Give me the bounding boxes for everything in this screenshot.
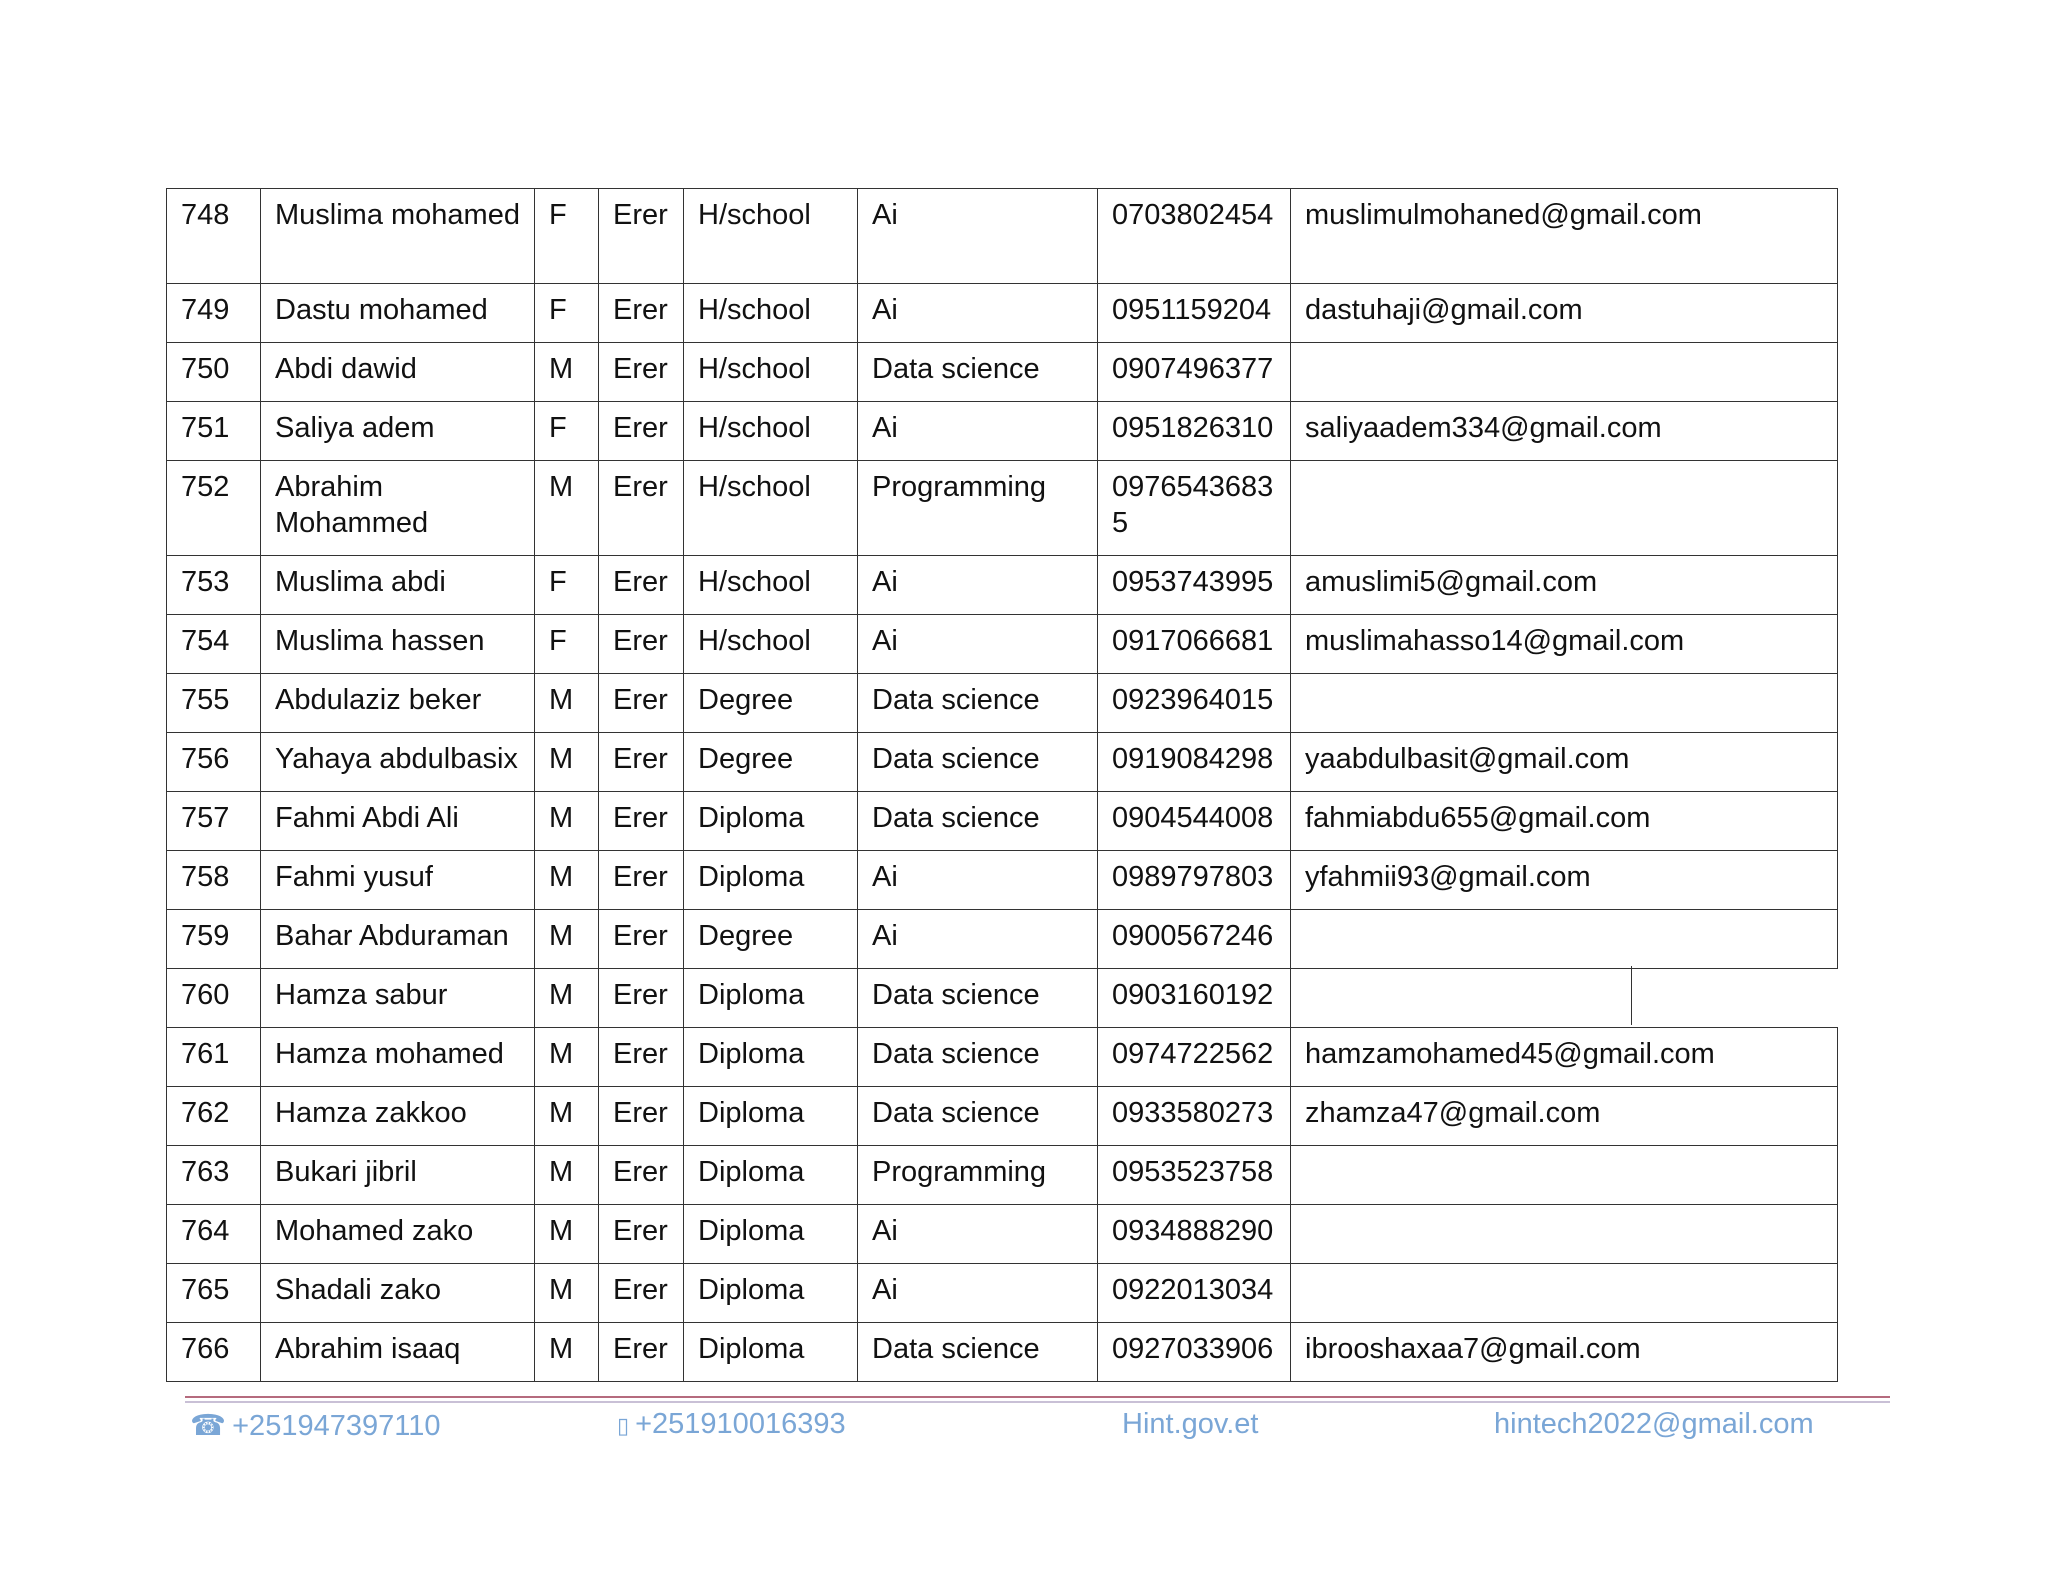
cell-education: Diploma	[684, 1205, 858, 1264]
cell-sex: M	[535, 343, 599, 402]
cell-field: Data science	[858, 969, 1098, 1028]
cell-field: Ai	[858, 910, 1098, 969]
cell-number: 752	[167, 461, 261, 556]
cell-sex: M	[535, 461, 599, 556]
table-row	[167, 733, 1838, 792]
cell-field: Ai	[858, 189, 1098, 284]
table-row	[167, 402, 1838, 461]
table-row	[167, 189, 1838, 284]
cell-email: muslimulmohaned@gmail.com	[1291, 189, 1838, 284]
cell-region: Erer	[599, 1323, 684, 1382]
cell-name: Saliya adem	[261, 402, 535, 461]
cell-phone: 0904544008	[1098, 792, 1291, 851]
cell-number: 756	[167, 733, 261, 792]
cell-email	[1291, 1146, 1838, 1205]
cell-region: Erer	[599, 556, 684, 615]
cell-number: 758	[167, 851, 261, 910]
cell-email: hamzamohamed45@gmail.com	[1291, 1028, 1838, 1087]
cell-field: Data science	[858, 1028, 1098, 1087]
cell-education: H/school	[684, 343, 858, 402]
missing-glyph-icon: ▯	[617, 1413, 630, 1438]
cell-field: Programming	[858, 461, 1098, 556]
table-border-fragment	[1631, 966, 1632, 1025]
cell-region: Erer	[599, 969, 684, 1028]
cell-sex: M	[535, 1146, 599, 1205]
cell-phone: 0900567246	[1098, 910, 1291, 969]
cell-email: ibrooshaxaa7@gmail.com	[1291, 1323, 1838, 1382]
cell-number: 764	[167, 1205, 261, 1264]
cell-sex: M	[535, 792, 599, 851]
table-row	[167, 556, 1838, 615]
cell-region: Erer	[599, 1205, 684, 1264]
cell-phone: 0703802454	[1098, 189, 1291, 284]
cell-email	[1291, 1205, 1838, 1264]
table-row	[167, 1264, 1838, 1323]
cell-name: Bukari jibril	[261, 1146, 535, 1205]
cell-field: Data science	[858, 1323, 1098, 1382]
cell-name: Muslima abdi	[261, 556, 535, 615]
cell-education: Diploma	[684, 1323, 858, 1382]
footer-phone-2: ▯ +251910016393	[617, 1408, 846, 1440]
cell-email	[1291, 674, 1838, 733]
cell-education: H/school	[684, 556, 858, 615]
cell-education: Degree	[684, 674, 858, 733]
footer-divider	[185, 1396, 1890, 1403]
cell-sex: M	[535, 1264, 599, 1323]
cell-field: Ai	[858, 1264, 1098, 1323]
table-row	[167, 910, 1838, 969]
cell-name: Muslima hassen	[261, 615, 535, 674]
cell-field: Ai	[858, 615, 1098, 674]
cell-education: H/school	[684, 284, 858, 343]
table-row	[167, 461, 1838, 556]
cell-number: 762	[167, 1087, 261, 1146]
cell-region: Erer	[599, 792, 684, 851]
cell-education: H/school	[684, 402, 858, 461]
cell-education: Degree	[684, 910, 858, 969]
table-row	[167, 851, 1838, 910]
cell-region: Erer	[599, 343, 684, 402]
cell-email: yfahmii93@gmail.com	[1291, 851, 1838, 910]
cell-field: Ai	[858, 556, 1098, 615]
cell-field: Ai	[858, 284, 1098, 343]
table-row	[167, 284, 1838, 343]
cell-name: Fahmi yusuf	[261, 851, 535, 910]
cell-phone: 09765436835	[1098, 461, 1291, 556]
cell-number: 755	[167, 674, 261, 733]
footer-phone-1: ☎ +251947397110	[190, 1410, 441, 1442]
cell-phone: 0927033906	[1098, 1323, 1291, 1382]
cell-education: Degree	[684, 733, 858, 792]
cell-education: Diploma	[684, 1146, 858, 1205]
cell-field: Data science	[858, 733, 1098, 792]
cell-sex: F	[535, 402, 599, 461]
cell-phone: 0933580273	[1098, 1087, 1291, 1146]
table-row	[167, 792, 1838, 851]
cell-number: 753	[167, 556, 261, 615]
cell-region: Erer	[599, 284, 684, 343]
cell-email: muslimahasso14@gmail.com	[1291, 615, 1838, 674]
cell-number: 749	[167, 284, 261, 343]
cell-email: saliyaadem334@gmail.com	[1291, 402, 1838, 461]
cell-phone: 0974722562	[1098, 1028, 1291, 1087]
cell-name: Hamza sabur	[261, 969, 535, 1028]
cell-email: dastuhaji@gmail.com	[1291, 284, 1838, 343]
cell-email: fahmiabdu655@gmail.com	[1291, 792, 1838, 851]
cell-education: H/school	[684, 189, 858, 284]
cell-sex: M	[535, 1205, 599, 1264]
cell-region: Erer	[599, 1028, 684, 1087]
cell-region: Erer	[599, 402, 684, 461]
cell-phone: 0934888290	[1098, 1205, 1291, 1264]
cell-education: H/school	[684, 461, 858, 556]
cell-sex: M	[535, 1087, 599, 1146]
cell-email	[1291, 969, 1838, 1028]
cell-name: Bahar Abduraman	[261, 910, 535, 969]
table-row	[167, 343, 1838, 402]
cell-sex: F	[535, 615, 599, 674]
cell-education: Diploma	[684, 1264, 858, 1323]
cell-sex: F	[535, 284, 599, 343]
cell-education: Diploma	[684, 1028, 858, 1087]
cell-email: amuslimi5@gmail.com	[1291, 556, 1838, 615]
footer-email[interactable]: hintech2022@gmail.com	[1494, 1408, 1814, 1440]
cell-name: Abdi dawid	[261, 343, 535, 402]
cell-phone: 0917066681	[1098, 615, 1291, 674]
cell-number: 761	[167, 1028, 261, 1087]
cell-name: Abrahim Mohammed	[261, 461, 535, 556]
cell-name: Fahmi Abdi Ali	[261, 792, 535, 851]
roster-body	[167, 189, 1838, 1382]
cell-number: 751	[167, 402, 261, 461]
cell-sex: M	[535, 1028, 599, 1087]
cell-number: 766	[167, 1323, 261, 1382]
cell-field: Data science	[858, 792, 1098, 851]
cell-number: 763	[167, 1146, 261, 1205]
cell-phone: 0953743995	[1098, 556, 1291, 615]
cell-name: Dastu mohamed	[261, 284, 535, 343]
cell-region: Erer	[599, 910, 684, 969]
cell-phone: 0923964015	[1098, 674, 1291, 733]
table-row	[167, 969, 1838, 1028]
cell-field: Ai	[858, 851, 1098, 910]
table-row	[167, 1146, 1838, 1205]
cell-phone: 0951159204	[1098, 284, 1291, 343]
cell-name: Yahaya abdulbasix	[261, 733, 535, 792]
cell-phone: 0907496377	[1098, 343, 1291, 402]
cell-phone: 0951826310	[1098, 402, 1291, 461]
table-row	[167, 615, 1838, 674]
cell-field: Data science	[858, 343, 1098, 402]
cell-phone: 0903160192	[1098, 969, 1291, 1028]
cell-region: Erer	[599, 733, 684, 792]
cell-number: 754	[167, 615, 261, 674]
cell-phone: 0953523758	[1098, 1146, 1291, 1205]
cell-sex: M	[535, 910, 599, 969]
cell-field: Data science	[858, 674, 1098, 733]
table-row	[167, 1323, 1838, 1382]
table-row	[167, 1028, 1838, 1087]
cell-number: 757	[167, 792, 261, 851]
cell-number: 750	[167, 343, 261, 402]
cell-phone: 0919084298	[1098, 733, 1291, 792]
cell-education: H/school	[684, 615, 858, 674]
cell-region: Erer	[599, 189, 684, 284]
cell-sex: M	[535, 851, 599, 910]
cell-name: Mohamed zako	[261, 1205, 535, 1264]
cell-region: Erer	[599, 1146, 684, 1205]
cell-region: Erer	[599, 461, 684, 556]
table-row	[167, 1205, 1838, 1264]
cell-email	[1291, 461, 1838, 556]
table-row	[167, 674, 1838, 733]
cell-name: Muslima mohamed	[261, 189, 535, 284]
cell-email: yaabdulbasit@gmail.com	[1291, 733, 1838, 792]
cell-sex: M	[535, 674, 599, 733]
cell-name: Abrahim isaaq	[261, 1323, 535, 1382]
cell-number: 759	[167, 910, 261, 969]
cell-email	[1291, 1264, 1838, 1323]
cell-field: Programming	[858, 1146, 1098, 1205]
table-row	[167, 1087, 1838, 1146]
cell-education: Diploma	[684, 792, 858, 851]
cell-field: Ai	[858, 402, 1098, 461]
telephone-icon: ☎	[190, 1410, 227, 1442]
cell-number: 765	[167, 1264, 261, 1323]
cell-field: Ai	[858, 1205, 1098, 1264]
cell-sex: F	[535, 556, 599, 615]
cell-name: Hamza mohamed	[261, 1028, 535, 1087]
cell-region: Erer	[599, 1087, 684, 1146]
cell-email: zhamza47@gmail.com	[1291, 1087, 1838, 1146]
cell-number: 748	[167, 189, 261, 284]
cell-region: Erer	[599, 615, 684, 674]
cell-email	[1291, 910, 1838, 969]
cell-name: Shadali zako	[261, 1264, 535, 1323]
cell-region: Erer	[599, 851, 684, 910]
student-roster-table	[166, 188, 1838, 1382]
cell-phone: 0922013034	[1098, 1264, 1291, 1323]
cell-education: Diploma	[684, 851, 858, 910]
cell-region: Erer	[599, 1264, 684, 1323]
cell-name: Hamza zakkoo	[261, 1087, 535, 1146]
cell-name: Abdulaziz beker	[261, 674, 535, 733]
cell-number: 760	[167, 969, 261, 1028]
cell-email	[1291, 343, 1838, 402]
cell-sex: M	[535, 1323, 599, 1382]
cell-education: Diploma	[684, 1087, 858, 1146]
cell-sex: M	[535, 969, 599, 1028]
cell-sex: M	[535, 733, 599, 792]
cell-region: Erer	[599, 674, 684, 733]
cell-education: Diploma	[684, 969, 858, 1028]
cell-sex: F	[535, 189, 599, 284]
footer-website[interactable]: Hint.gov.et	[1122, 1408, 1259, 1440]
cell-field: Data science	[858, 1087, 1098, 1146]
cell-phone: 0989797803	[1098, 851, 1291, 910]
